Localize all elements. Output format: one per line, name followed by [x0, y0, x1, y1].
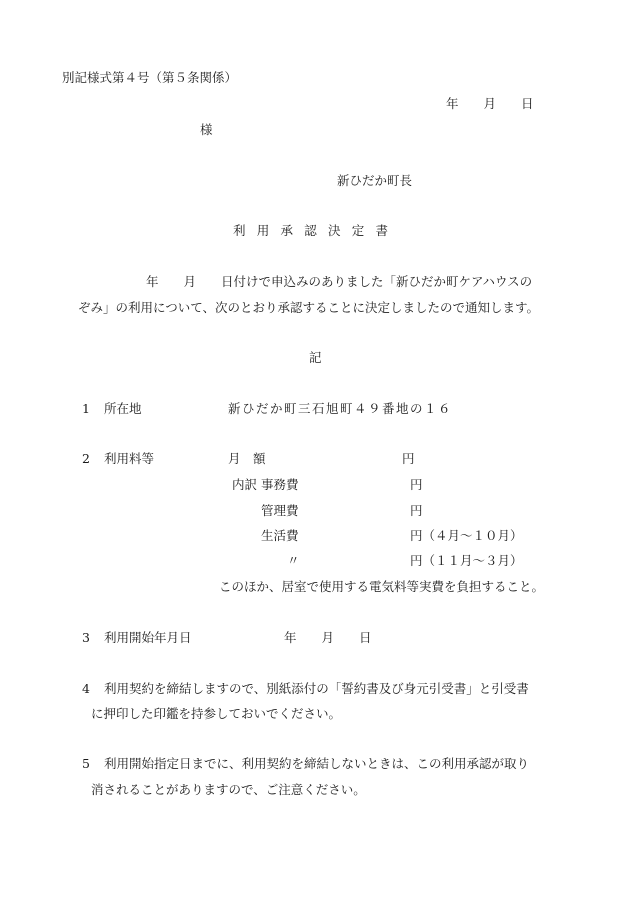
fee-row-unit: 円 [410, 477, 423, 492]
item-1-number: 1 [82, 401, 90, 416]
item-1-label: 所在地 [104, 401, 142, 416]
monthly-fee-unit: 円 [402, 451, 415, 466]
intro-line-2: ぞみ」の利用について、次のとおり承認することに決定しましたので通知します。 [78, 300, 540, 315]
fee-row-label: 〃 [287, 553, 300, 568]
fee-row-unit: 円（４月～１０月） [410, 528, 523, 543]
fee-row-label: 生活費 [261, 528, 299, 543]
fee-row-label: 事務費 [261, 477, 299, 492]
item-5-line-1: 利用開始指定日までに、利用契約を締結しないときは、この利用承認が取り [104, 756, 530, 771]
breakdown-label: 内訳 [232, 477, 258, 492]
item-5-line-2: 消されることがありますので、ご注意ください。 [91, 782, 366, 797]
start-date-value: 年 月 日 [284, 630, 372, 645]
utility-note: このほか、居室で使用する電気料等実費を負担すること。 [219, 579, 545, 594]
monthly-fee-label: 月 額 [228, 451, 266, 466]
item-5-number: 5 [82, 756, 90, 771]
ki-heading: 記 [309, 350, 322, 365]
item-1-value: 新ひだか町三石旭町４９番地の１６ [228, 401, 453, 416]
fee-row-unit: 円（１１月～３月） [410, 553, 523, 568]
fee-row-label: 管理費 [261, 503, 299, 518]
fee-row-unit: 円 [410, 503, 423, 518]
item-4-line-1: 利用契約を締結しますので、別紙添付の「誓約書及び身元引受書」と引受書 [104, 681, 529, 696]
addressee-suffix: 様 [200, 122, 213, 137]
form-number: 別記様式第４号（第５条関係） [62, 70, 238, 85]
date-line: 年 月 日 [446, 96, 534, 111]
item-3-label: 利用開始年月日 [104, 630, 192, 645]
item-2-number: 2 [82, 451, 90, 466]
item-4-line-2: に押印した印鑑を持参しておいでください。 [91, 706, 342, 721]
item-2-label: 利用料等 [104, 451, 155, 466]
item-4-number: 4 [82, 681, 90, 696]
intro-line-1: 年 月 日付けで申込みのありました「新ひだか町ケアハウスの [146, 274, 533, 289]
issuer-name: 新ひだか町長 [337, 173, 413, 188]
item-3-number: 3 [82, 630, 90, 645]
document-title: 利用承認決定書 [233, 223, 400, 238]
